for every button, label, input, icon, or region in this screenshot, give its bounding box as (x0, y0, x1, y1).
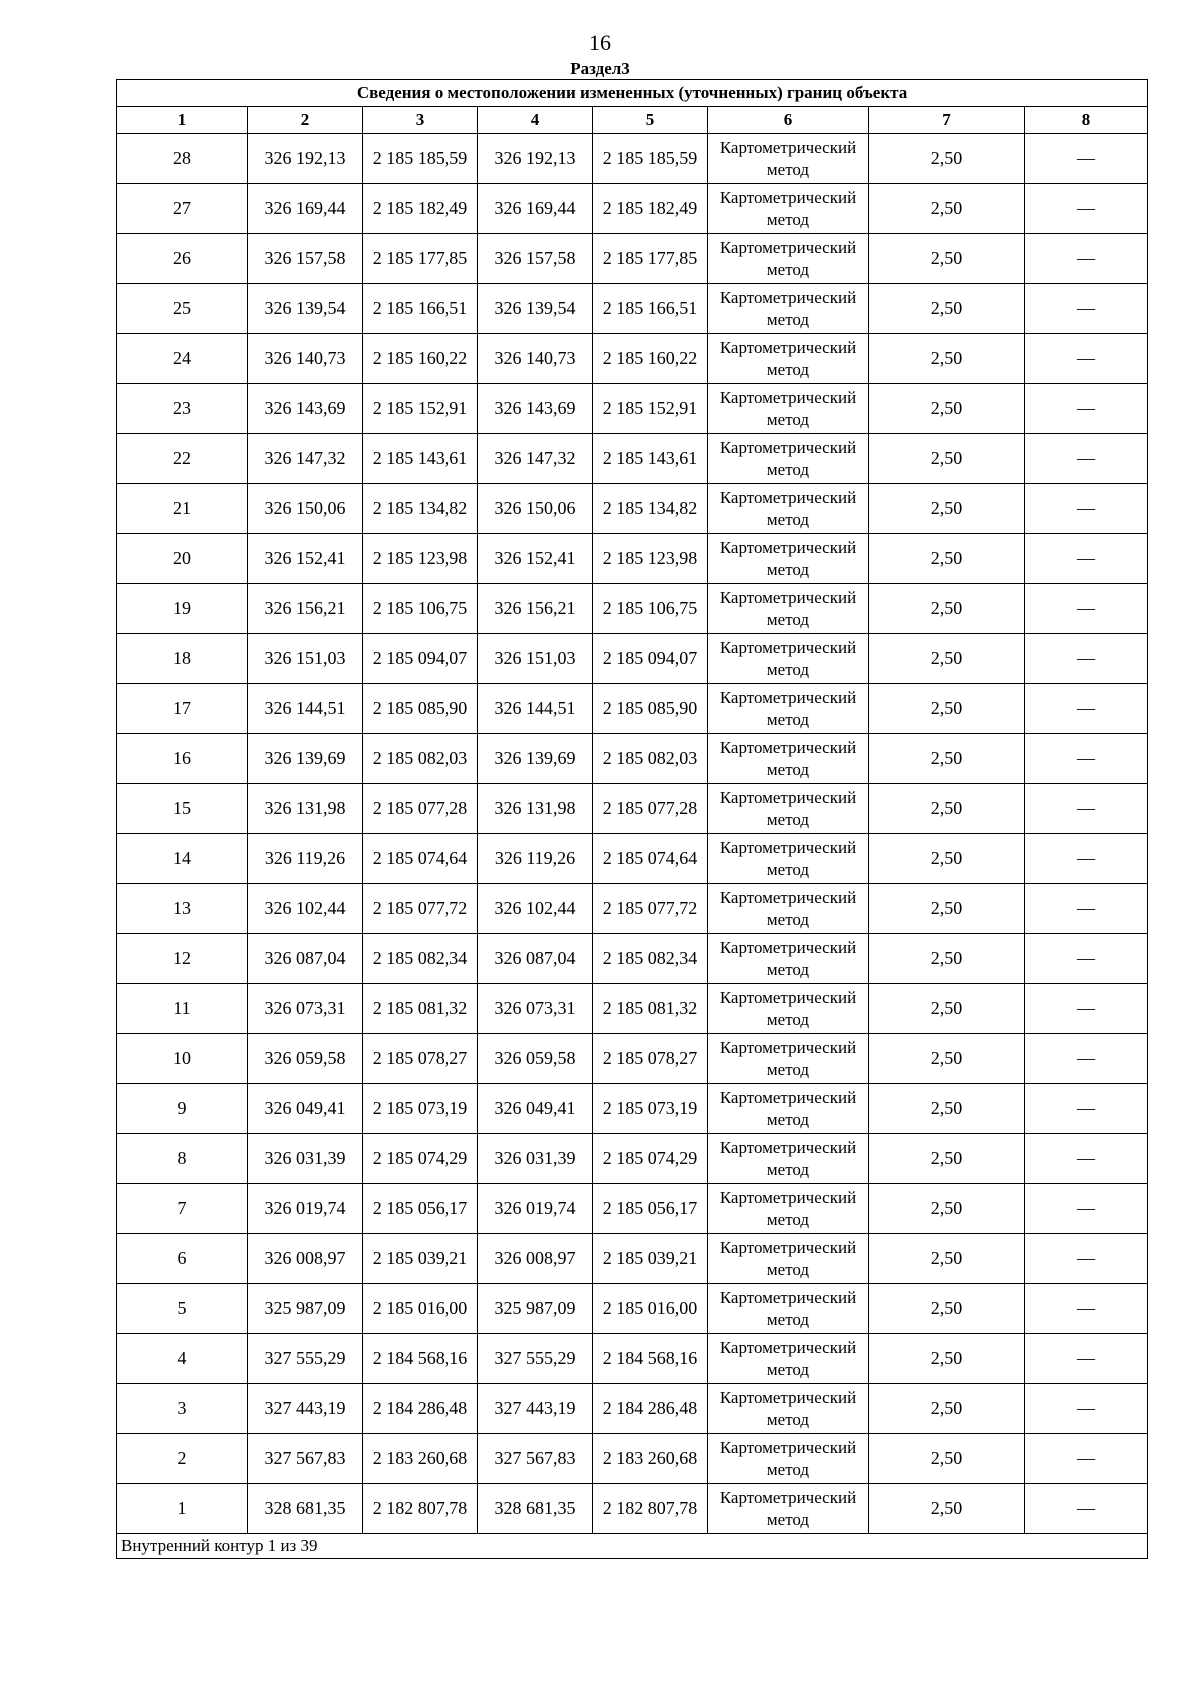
method-cell: Картометрический метод (708, 184, 869, 234)
accuracy-cell: 2,50 (869, 1234, 1025, 1284)
column-number: 1 (117, 107, 248, 134)
description-cell: — (1025, 634, 1148, 684)
method-cell: Картометрический метод (708, 1234, 869, 1284)
table-body (117, 134, 1148, 1534)
method-cell: Картометрический метод (708, 1134, 869, 1184)
y-old-cell: 2 185 056,17 (363, 1184, 478, 1234)
accuracy-cell: 2,50 (869, 884, 1025, 934)
point-number-cell: 2 (117, 1434, 248, 1484)
method-cell: Картометрический метод (708, 384, 869, 434)
description-cell: — (1025, 734, 1148, 784)
x-old-cell: 326 049,41 (248, 1084, 363, 1134)
y-old-cell: 2 185 039,21 (363, 1234, 478, 1284)
x-old-cell: 326 087,04 (248, 934, 363, 984)
y-new-cell: 2 185 074,29 (593, 1134, 708, 1184)
point-number-cell: 26 (117, 234, 248, 284)
accuracy-cell: 2,50 (869, 1484, 1025, 1534)
description-cell: — (1025, 1384, 1148, 1434)
point-number-cell: 14 (117, 834, 248, 884)
table-row (117, 284, 1148, 334)
point-number-cell: 15 (117, 784, 248, 834)
method-cell: Картометрический метод (708, 1184, 869, 1234)
accuracy-cell: 2,50 (869, 1184, 1025, 1234)
y-new-cell: 2 185 016,00 (593, 1284, 708, 1334)
description-cell: — (1025, 1034, 1148, 1084)
accuracy-cell: 2,50 (869, 134, 1025, 184)
x-old-cell: 326 169,44 (248, 184, 363, 234)
point-number-cell: 5 (117, 1284, 248, 1334)
x-new-cell: 326 031,39 (478, 1134, 593, 1184)
table-row (117, 1334, 1148, 1384)
table-row (117, 634, 1148, 684)
table-row (117, 234, 1148, 284)
column-number: 5 (593, 107, 708, 134)
method-cell: Картометрический метод (708, 1484, 869, 1534)
y-old-cell: 2 185 074,64 (363, 834, 478, 884)
x-new-cell: 326 131,98 (478, 784, 593, 834)
table-row (117, 1034, 1148, 1084)
y-old-cell: 2 184 286,48 (363, 1384, 478, 1434)
x-new-cell: 326 150,06 (478, 484, 593, 534)
y-new-cell: 2 185 123,98 (593, 534, 708, 584)
accuracy-cell: 2,50 (869, 1334, 1025, 1384)
method-cell: Картометрический метод (708, 984, 869, 1034)
point-number-cell: 7 (117, 1184, 248, 1234)
x-old-cell: 326 008,97 (248, 1234, 363, 1284)
accuracy-cell: 2,50 (869, 284, 1025, 334)
accuracy-cell: 2,50 (869, 684, 1025, 734)
point-number-cell: 11 (117, 984, 248, 1034)
x-old-cell: 326 156,21 (248, 584, 363, 634)
point-number-cell: 6 (117, 1234, 248, 1284)
y-old-cell: 2 185 016,00 (363, 1284, 478, 1334)
table-caption-row (117, 80, 1148, 107)
y-new-cell: 2 185 185,59 (593, 134, 708, 184)
table-row (117, 884, 1148, 934)
y-old-cell: 2 185 182,49 (363, 184, 478, 234)
accuracy-cell: 2,50 (869, 634, 1025, 684)
point-number-cell: 23 (117, 384, 248, 434)
table-row (117, 134, 1148, 184)
y-old-cell: 2 185 078,27 (363, 1034, 478, 1084)
description-cell: — (1025, 234, 1148, 284)
method-cell: Картометрический метод (708, 884, 869, 934)
point-number-cell: 24 (117, 334, 248, 384)
x-old-cell: 327 567,83 (248, 1434, 363, 1484)
x-new-cell: 327 567,83 (478, 1434, 593, 1484)
y-new-cell: 2 184 286,48 (593, 1384, 708, 1434)
method-cell: Картометрический метод (708, 334, 869, 384)
description-cell: — (1025, 984, 1148, 1034)
contour-note: Внутренний контур 1 из 39 (117, 1534, 1148, 1559)
description-cell: — (1025, 1434, 1148, 1484)
y-new-cell: 2 185 106,75 (593, 584, 708, 634)
y-new-cell: 2 185 160,22 (593, 334, 708, 384)
table-row (117, 1084, 1148, 1134)
accuracy-cell: 2,50 (869, 584, 1025, 634)
y-old-cell: 2 185 152,91 (363, 384, 478, 434)
y-old-cell: 2 183 260,68 (363, 1434, 478, 1484)
y-new-cell: 2 182 807,78 (593, 1484, 708, 1534)
x-old-cell: 326 139,54 (248, 284, 363, 334)
method-cell: Картометрический метод (708, 1284, 869, 1334)
y-old-cell: 2 185 143,61 (363, 434, 478, 484)
method-cell: Картометрический метод (708, 484, 869, 534)
y-new-cell: 2 185 078,27 (593, 1034, 708, 1084)
x-old-cell: 326 147,32 (248, 434, 363, 484)
description-cell: — (1025, 1234, 1148, 1284)
x-old-cell: 326 144,51 (248, 684, 363, 734)
y-new-cell: 2 185 182,49 (593, 184, 708, 234)
y-new-cell: 2 185 081,32 (593, 984, 708, 1034)
x-new-cell: 326 143,69 (478, 384, 593, 434)
table-footer-row (117, 1534, 1148, 1559)
y-new-cell: 2 183 260,68 (593, 1434, 708, 1484)
x-new-cell: 326 157,58 (478, 234, 593, 284)
point-number-cell: 13 (117, 884, 248, 934)
column-number: 8 (1025, 107, 1148, 134)
column-number-row (117, 107, 1148, 134)
x-new-cell: 327 555,29 (478, 1334, 593, 1384)
column-number: 3 (363, 107, 478, 134)
y-new-cell: 2 185 085,90 (593, 684, 708, 734)
method-cell: Картометрический метод (708, 834, 869, 884)
description-cell: — (1025, 1134, 1148, 1184)
x-old-cell: 326 192,13 (248, 134, 363, 184)
x-new-cell: 326 073,31 (478, 984, 593, 1034)
table-row (117, 684, 1148, 734)
x-old-cell: 326 151,03 (248, 634, 363, 684)
method-cell: Картометрический метод (708, 1434, 869, 1484)
method-cell: Картометрический метод (708, 284, 869, 334)
point-number-cell: 20 (117, 534, 248, 584)
y-old-cell: 2 185 074,29 (363, 1134, 478, 1184)
description-cell: — (1025, 434, 1148, 484)
y-new-cell: 2 185 082,03 (593, 734, 708, 784)
x-new-cell: 326 019,74 (478, 1184, 593, 1234)
x-old-cell: 326 031,39 (248, 1134, 363, 1184)
y-new-cell: 2 185 177,85 (593, 234, 708, 284)
description-cell: — (1025, 784, 1148, 834)
table-row (117, 1434, 1148, 1484)
x-old-cell: 326 019,74 (248, 1184, 363, 1234)
table-row (117, 334, 1148, 384)
table-row (117, 984, 1148, 1034)
y-new-cell: 2 185 056,17 (593, 1184, 708, 1234)
x-new-cell: 326 119,26 (478, 834, 593, 884)
accuracy-cell: 2,50 (869, 1034, 1025, 1084)
point-number-cell: 3 (117, 1384, 248, 1434)
column-number: 4 (478, 107, 593, 134)
method-cell: Картометрический метод (708, 634, 869, 684)
x-new-cell: 326 151,03 (478, 634, 593, 684)
table-row (117, 1284, 1148, 1334)
y-new-cell: 2 185 082,34 (593, 934, 708, 984)
x-old-cell: 326 157,58 (248, 234, 363, 284)
y-old-cell: 2 185 106,75 (363, 584, 478, 634)
point-number-cell: 25 (117, 284, 248, 334)
table-row (117, 1184, 1148, 1234)
method-cell: Картометрический метод (708, 784, 869, 834)
table-row (117, 534, 1148, 584)
y-new-cell: 2 185 073,19 (593, 1084, 708, 1134)
y-old-cell: 2 185 082,03 (363, 734, 478, 784)
description-cell: — (1025, 1084, 1148, 1134)
section-title: Раздел3 (570, 59, 630, 78)
accuracy-cell: 2,50 (869, 534, 1025, 584)
y-old-cell: 2 182 807,78 (363, 1484, 478, 1534)
point-number-cell: 27 (117, 184, 248, 234)
point-number-cell: 19 (117, 584, 248, 634)
point-number-cell: 16 (117, 734, 248, 784)
description-cell: — (1025, 884, 1148, 934)
point-number-cell: 12 (117, 934, 248, 984)
y-old-cell: 2 185 073,19 (363, 1084, 478, 1134)
table-row (117, 584, 1148, 634)
table-row (117, 184, 1148, 234)
x-new-cell: 326 156,21 (478, 584, 593, 634)
accuracy-cell: 2,50 (869, 1084, 1025, 1134)
method-cell: Картометрический метод (708, 1384, 869, 1434)
x-new-cell: 326 144,51 (478, 684, 593, 734)
y-old-cell: 2 185 160,22 (363, 334, 478, 384)
y-old-cell: 2 185 077,28 (363, 784, 478, 834)
description-cell: — (1025, 534, 1148, 584)
y-old-cell: 2 185 085,90 (363, 684, 478, 734)
accuracy-cell: 2,50 (869, 1384, 1025, 1434)
description-cell: — (1025, 334, 1148, 384)
table-row (117, 784, 1148, 834)
description-cell: — (1025, 684, 1148, 734)
x-old-cell: 326 119,26 (248, 834, 363, 884)
description-cell: — (1025, 184, 1148, 234)
table-row (117, 434, 1148, 484)
y-old-cell: 2 185 166,51 (363, 284, 478, 334)
accuracy-cell: 2,50 (869, 1434, 1025, 1484)
method-cell: Картометрический метод (708, 234, 869, 284)
y-new-cell: 2 185 152,91 (593, 384, 708, 434)
x-new-cell: 326 008,97 (478, 1234, 593, 1284)
method-cell: Картометрический метод (708, 584, 869, 634)
x-old-cell: 326 073,31 (248, 984, 363, 1034)
boundary-coordinates-table (116, 79, 1148, 1559)
table-row (117, 934, 1148, 984)
column-number: 6 (708, 107, 869, 134)
x-old-cell: 328 681,35 (248, 1484, 363, 1534)
description-cell: — (1025, 934, 1148, 984)
method-cell: Картометрический метод (708, 934, 869, 984)
x-new-cell: 328 681,35 (478, 1484, 593, 1534)
point-number-cell: 28 (117, 134, 248, 184)
y-new-cell: 2 185 166,51 (593, 284, 708, 334)
page-number: 16 (589, 30, 611, 55)
x-old-cell: 327 443,19 (248, 1384, 363, 1434)
x-new-cell: 326 169,44 (478, 184, 593, 234)
accuracy-cell: 2,50 (869, 384, 1025, 434)
description-cell: — (1025, 284, 1148, 334)
column-number: 2 (248, 107, 363, 134)
point-number-cell: 22 (117, 434, 248, 484)
table-row (117, 384, 1148, 434)
description-cell: — (1025, 484, 1148, 534)
method-cell: Картометрический метод (708, 434, 869, 484)
x-new-cell: 327 443,19 (478, 1384, 593, 1434)
point-number-cell: 18 (117, 634, 248, 684)
x-new-cell: 325 987,09 (478, 1284, 593, 1334)
accuracy-cell: 2,50 (869, 984, 1025, 1034)
description-cell: — (1025, 584, 1148, 634)
x-new-cell: 326 087,04 (478, 934, 593, 984)
x-old-cell: 326 102,44 (248, 884, 363, 934)
y-old-cell: 2 184 568,16 (363, 1334, 478, 1384)
x-new-cell: 326 139,69 (478, 734, 593, 784)
point-number-cell: 4 (117, 1334, 248, 1384)
table-caption: Сведения о местоположении измененных (уточненных) границ объекта (117, 80, 1148, 107)
table-row (117, 484, 1148, 534)
method-cell: Картометрический метод (708, 1034, 869, 1084)
method-cell: Картометрический метод (708, 684, 869, 734)
accuracy-cell: 2,50 (869, 934, 1025, 984)
table-row (117, 1484, 1148, 1534)
description-cell: — (1025, 1334, 1148, 1384)
accuracy-cell: 2,50 (869, 484, 1025, 534)
table-row (117, 1134, 1148, 1184)
point-number-cell: 17 (117, 684, 248, 734)
accuracy-cell: 2,50 (869, 1284, 1025, 1334)
x-new-cell: 326 059,58 (478, 1034, 593, 1084)
y-new-cell: 2 184 568,16 (593, 1334, 708, 1384)
x-old-cell: 326 152,41 (248, 534, 363, 584)
y-new-cell: 2 185 074,64 (593, 834, 708, 884)
accuracy-cell: 2,50 (869, 1134, 1025, 1184)
y-new-cell: 2 185 094,07 (593, 634, 708, 684)
table-row (117, 1234, 1148, 1284)
y-old-cell: 2 185 094,07 (363, 634, 478, 684)
y-old-cell: 2 185 081,32 (363, 984, 478, 1034)
y-old-cell: 2 185 082,34 (363, 934, 478, 984)
table-row (117, 1384, 1148, 1434)
accuracy-cell: 2,50 (869, 334, 1025, 384)
y-new-cell: 2 185 143,61 (593, 434, 708, 484)
x-new-cell: 326 139,54 (478, 284, 593, 334)
point-number-cell: 10 (117, 1034, 248, 1084)
x-old-cell: 327 555,29 (248, 1334, 363, 1384)
x-new-cell: 326 147,32 (478, 434, 593, 484)
x-new-cell: 326 192,13 (478, 134, 593, 184)
y-old-cell: 2 185 134,82 (363, 484, 478, 534)
y-new-cell: 2 185 134,82 (593, 484, 708, 534)
x-new-cell: 326 049,41 (478, 1084, 593, 1134)
y-old-cell: 2 185 185,59 (363, 134, 478, 184)
table-row (117, 734, 1148, 784)
point-number-cell: 1 (117, 1484, 248, 1534)
method-cell: Картометрический метод (708, 1084, 869, 1134)
table-row (117, 834, 1148, 884)
accuracy-cell: 2,50 (869, 834, 1025, 884)
x-new-cell: 326 152,41 (478, 534, 593, 584)
y-new-cell: 2 185 077,72 (593, 884, 708, 934)
point-number-cell: 21 (117, 484, 248, 534)
point-number-cell: 9 (117, 1084, 248, 1134)
description-cell: — (1025, 1284, 1148, 1334)
accuracy-cell: 2,50 (869, 434, 1025, 484)
y-old-cell: 2 185 123,98 (363, 534, 478, 584)
accuracy-cell: 2,50 (869, 184, 1025, 234)
x-old-cell: 326 140,73 (248, 334, 363, 384)
column-number: 7 (869, 107, 1025, 134)
y-new-cell: 2 185 039,21 (593, 1234, 708, 1284)
accuracy-cell: 2,50 (869, 234, 1025, 284)
x-new-cell: 326 140,73 (478, 334, 593, 384)
y-old-cell: 2 185 177,85 (363, 234, 478, 284)
accuracy-cell: 2,50 (869, 734, 1025, 784)
point-number-cell: 8 (117, 1134, 248, 1184)
x-old-cell: 325 987,09 (248, 1284, 363, 1334)
accuracy-cell: 2,50 (869, 784, 1025, 834)
x-old-cell: 326 150,06 (248, 484, 363, 534)
method-cell: Картометрический метод (708, 134, 869, 184)
x-new-cell: 326 102,44 (478, 884, 593, 934)
x-old-cell: 326 143,69 (248, 384, 363, 434)
y-new-cell: 2 185 077,28 (593, 784, 708, 834)
method-cell: Картометрический метод (708, 534, 869, 584)
description-cell: — (1025, 1184, 1148, 1234)
x-old-cell: 326 059,58 (248, 1034, 363, 1084)
description-cell: — (1025, 1484, 1148, 1534)
description-cell: — (1025, 134, 1148, 184)
x-old-cell: 326 139,69 (248, 734, 363, 784)
description-cell: — (1025, 384, 1148, 434)
x-old-cell: 326 131,98 (248, 784, 363, 834)
method-cell: Картометрический метод (708, 734, 869, 784)
y-old-cell: 2 185 077,72 (363, 884, 478, 934)
method-cell: Картометрический метод (708, 1334, 869, 1384)
description-cell: — (1025, 834, 1148, 884)
